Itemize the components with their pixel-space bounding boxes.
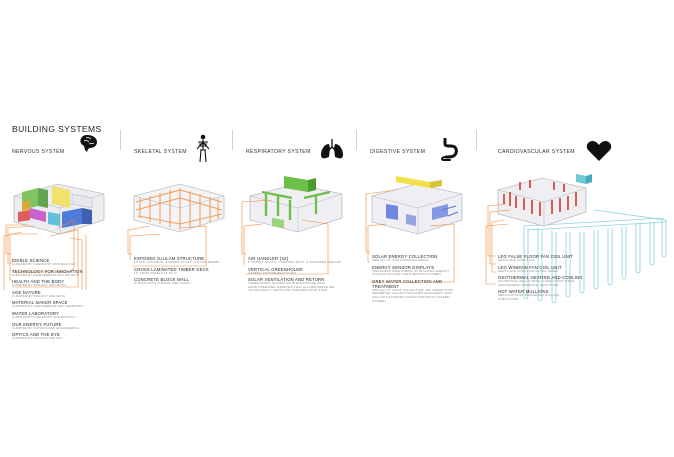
list-item: LEG WINDOW FAN COIL UNIT HEATS AND COOLS AIR ALONG PANEL (498, 264, 562, 273)
system-title-respiratory: RESPIRATORY SYSTEM (246, 149, 311, 155)
brain-icon (77, 132, 101, 161)
system-nervous (0, 130, 118, 345)
system-digestive (356, 130, 474, 345)
lungs-icon (320, 138, 344, 165)
system-title-digestive: DIGESTIVE SYSTEM (370, 149, 426, 155)
list-item: LEG FALSE FLOOR FAN COIL UNIT HEATS AND COOLS AIR (498, 254, 573, 262)
system-title-nervous: NERVOUS SYSTEM (12, 149, 65, 155)
list-item: TECHNOLOGY FOR INNOVATION CURATED BY ENGINEERING AND PHYSICS (12, 268, 83, 277)
list-item: OPTICS AND THE EYE CURATED BY PHYSICS AND ART (12, 332, 63, 341)
list-item: EDIBLE SCIENCE CURATED BY CHEMISTRY AND BIOLOGY (12, 258, 76, 266)
system-cardiovascular (476, 130, 672, 345)
list-item: SOLAR VENTILATION AND RETURN THREE STORY GLAZED STAIR ENCLOSURE WITH HAND-OPERATED WINDOWS THAT ALLOWS FRESH AIR TO NATURALLY VENTILATE TOWARDS WIND STAIR (248, 277, 335, 293)
list-item: AGE NATURE CURATED BY BIOLOGY AND MATH (12, 289, 66, 298)
heart-icon (586, 140, 612, 167)
stomach-icon (438, 138, 460, 167)
list-item: CONCRETE BLOCK WALL 8" BACK WITH 4" ROAD TIRE FINISH (134, 277, 191, 286)
list-item: CROSS LAMINATED TIMBER DECK 10" THICK PANELS AT 10'-0" (134, 266, 209, 275)
cardiovascular-items (498, 254, 583, 304)
column-divider (356, 130, 357, 150)
list-item: HOT WATER MULLIONS HEAT AND COOL PERIMETER MULLION STRUCTURE (498, 289, 560, 301)
column-divider (476, 130, 477, 150)
system-title-cardiovascular: CARDIOVASCULAR SYSTEM (498, 149, 575, 155)
list-item: EXPOSED GLULAM STRUCTURE 12"X16" COLUMNS, GIRDERS 12"X24", 9.5"X24" BEAMS (134, 256, 220, 264)
list-item: VERTICAL GREENHOUSE CARBON DIOXIDE RECYCLING (248, 266, 303, 275)
list-item: OUR ENERGY FUTURE CURATED BY PHYSICS AND ENGINEERING (12, 321, 80, 330)
nervous-items (12, 258, 84, 343)
skeleton-icon (194, 134, 212, 169)
list-item: ENERGY SENSOR DISPLAYS VISUALIZED MONITORING OF BUILDING ENERGY COLLECTION AND CONSUMPTION IN LOBBY (372, 264, 450, 277)
system-skeletal (120, 130, 230, 345)
column-divider (120, 130, 121, 150)
column-divider (232, 130, 233, 150)
list-item: HEALTH AND THE BODY CURATED BY BIOLOGY AND MATH (12, 279, 66, 288)
page-title: BUILDING SYSTEMS (12, 124, 102, 134)
respiratory-items (248, 256, 341, 295)
list-item: WATER LABORATORY CURATED BY CHEMISTRY AND BIOLOGY (12, 310, 76, 319)
system-title-skeletal: SKELETAL SYSTEM (134, 149, 187, 155)
digestive-items (372, 254, 458, 305)
list-item: MATERIAL MAKER SPACE CURATED BY ENGINEERING AND CHEMISTRY (12, 300, 84, 309)
system-respiratory (232, 130, 354, 345)
skeletal-items (134, 256, 219, 288)
list-item: AIR HANDLER (X2) 8' SUPPLY DUCTS, 7' RETURN DUCT, 9 TRANSFER GRILLES (248, 256, 342, 264)
list-item: SOLAR ENERGY COLLECTION 4000 SQ. FT. PHOTOVOLTAIC ARRAY (372, 254, 438, 262)
list-item: GEOTHERMAL HEATING AND COOLING 29 VERTICAL WELLS WITH CLOSED-LOOP PIPES; GEOTHERMAL MANIFOLD, HEAT PUMP (498, 275, 583, 287)
list-item: GREY WATER COLLECTION AND TREATMENT 4000 SQ. FT. ROOF COLLECTION, 400 LINEAR FOOT PERIMETER COLLECTION FROM ACID DRAIN, 6000 GALLON FILTRATION SCULPTURE WITH CISTERN GARDEN (372, 278, 454, 303)
